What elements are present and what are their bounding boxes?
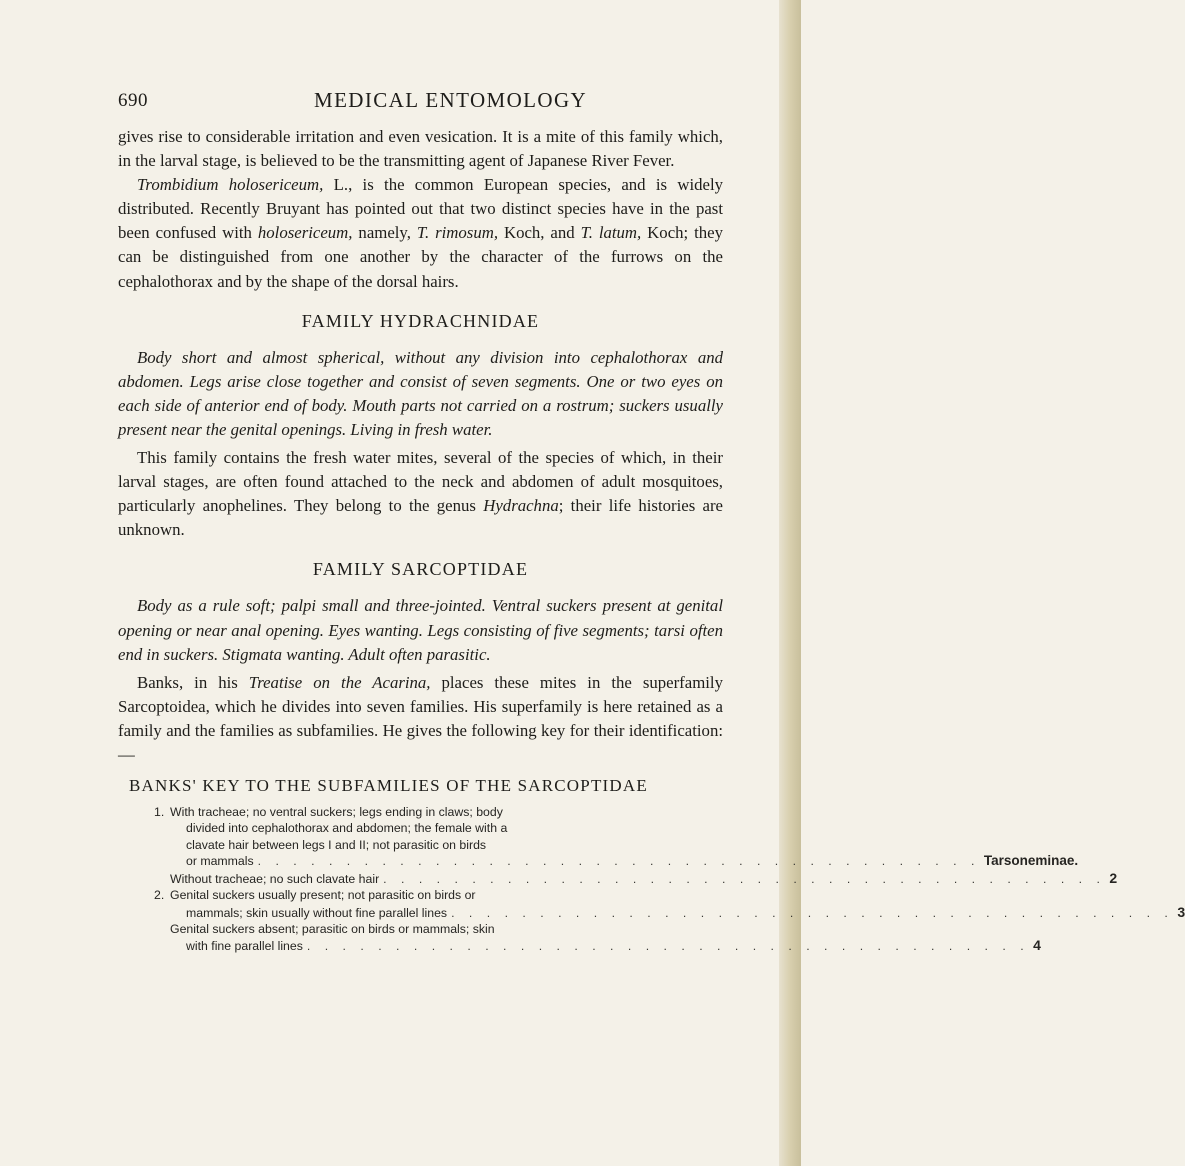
key-entry-lead-line [170,869,1118,887]
diagnosis-text: Body short and almost spherical, without any division into cephalothorax and abdomen. Legs arise close together and consist of seven segments. One or two eyes on each side of anterior end of body. Mouth parts not carried on a rostrum; suckers usually present near the genital openings. Living in fresh water. [118,347,723,439]
italic-species-name: holosericeum, [257,223,353,243]
key-entry-line: or mammals [186,854,254,869]
key-entry-result: 4 [1033,937,1041,954]
diagnosis-text: Body as a rule soft; palpi small and three-jointed. Ventral suckers present at genital opening or near anal opening. Eyes wanting. Legs consisting of five segments; tarsi often end in suckers. Stigmata wanting. Adult often parasitic. [118,596,723,664]
page-edge [779,0,801,1166]
key-entry-line: divided into cephalothorax and abdomen; the female with a [186,821,508,836]
text-run: namely, [352,223,417,243]
page-content [118,86,1185,955]
text-run: places these mites in the superfamily Sarcoptoidea, which he divides into seven families. His superfamily is here retained as a family and the families as subfamilies. He gives the following key for their identification:— [118,672,723,764]
dot-leader: . . . . . . . . . . . . . . . . . . . . . . . . . . . . . . . . . . . . . . . . . [257,854,980,869]
key-entry-line: Genital suckers absent; parasitic on birds or mammals; skin [170,921,495,936]
diagnosis-sarcoptidae [118,594,723,666]
key-entry [154,887,1185,921]
paragraph-irritation: gives rise to considerable irritation and even vesication. It is a mite of this family which, in the larval stage, is believed to be the transmitting agent of Japanese River Fever. [118,127,723,171]
running-head [118,86,723,116]
key-entry-result: 3 [1177,903,1185,920]
key-entry-lead-line [170,937,1041,954]
paragraph-hydrachnidae [118,446,723,542]
italic-species-name: Trombidium holosericeum, [137,175,324,195]
key-heading-text: BANKS' KEY TO THE SUBFAMILIES OF THE SARCOPTIDAE [129,776,648,796]
key-entry-result: 2 [1109,869,1118,886]
dot-leader: . . . . . . . . . . . . . . . . . . . . . . . . . . . . . . . . . . . . . . . . . [306,939,1030,954]
page-number: 690 [118,90,148,111]
dot-leader: . . . . . . . . . . . . . . . . . . . . . . . . . . . . . . . . . . . . . . . . . [383,871,1106,886]
heading-family-sarcoptidae: FAMILY SARCOPTIDAE [312,559,529,580]
text-run: Koch, and [498,223,581,243]
key-entry-line: mammals; skin usually without fine parallel lines [186,905,448,920]
key-entry-line: Without tracheae; no such clavate hair [170,871,380,886]
key-entry-line: Genital suckers usually present; not parasitic on birds or [170,888,476,903]
running-title: MEDICAL ENTOMOLOGY [314,88,588,112]
identification-key [154,804,1185,955]
key-entry-line: with fine parallel lines [186,939,303,954]
heading-family-hydrachnidae: FAMILY HYDRACHNIDAE [301,310,540,331]
italic-species-name: T. rimosum, [416,223,499,243]
text-run: Koch; they can be distinguished from one another by the character of the furrows on the cephalothorax and by the shape of the dorsal hairs. [118,223,724,291]
key-entry-number: 2. [154,888,165,903]
key-entry-lead-line [170,903,1185,921]
text-run: This family contains the fresh water mites, several of the species of which, in their larval stages, are often found attached to the neck and abdomen of adult mosquitoes, particularly anophelines. They belong to the genus [118,448,723,516]
diagnosis-hydrachnidae [118,346,723,442]
key-entry [154,921,1041,955]
text-run: L., is the common European species, and is widely distributed. Recently Bruyant has pointed out that two distinct species have in the past been confused with [118,175,723,243]
key-entry [154,804,1079,870]
paragraph-sarcoptidae [118,671,723,767]
text-run: ; their life histories are unknown. [118,496,723,540]
key-heading [129,776,723,796]
text-run: Banks, in his [137,672,249,692]
key-entry-line: With tracheae; no ventral suckers; legs ending in claws; body [170,805,503,820]
dot-leader: . . . . . . . . . . . . . . . . . . . . . . . . . . . . . . . . . . . . . . . . . [451,905,1174,920]
italic-book-title: Treatise on the Acarina, [248,672,431,692]
key-entry [154,869,1118,887]
italic-species-name: T. latum, [580,223,642,243]
paragraph-trombidium [118,173,723,293]
key-entry-result: Tarsoneminae. [983,853,1079,869]
key-entry-lead-line [170,853,1079,869]
italic-genus-name: Hydrachna [483,496,559,516]
key-entry-number: 1. [154,805,165,820]
key-entry-line: clavate hair between legs I and II; not parasitic on birds [186,837,487,852]
